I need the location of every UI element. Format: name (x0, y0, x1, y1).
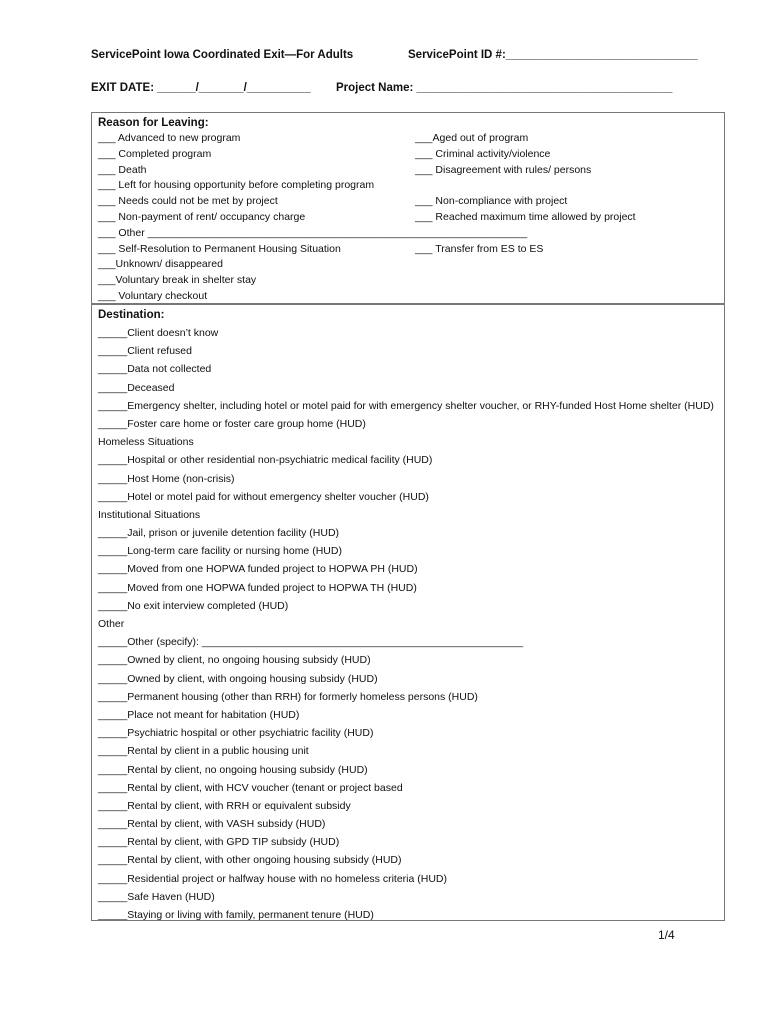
destination-option[interactable]: _____Moved from one HOPWA funded project to HOPWA TH (HUD) (98, 581, 417, 594)
reason-option[interactable]: ___Unknown/ disappeared (98, 258, 223, 271)
reason-option[interactable]: ___ Reached maximum time allowed by project (415, 210, 636, 223)
destination-option[interactable]: _____Rental by client, with other ongoing housing subsidy (HUD) (98, 854, 402, 867)
reason-option[interactable]: ___ Non-compliance with project (415, 195, 568, 208)
reason-option[interactable]: ___ Self-Resolution to Permanent Housing Situation (98, 242, 341, 255)
destination-option[interactable]: _____Emergency shelter, including hotel or motel paid for with emergency shelter voucher, or RHY-funded Host Home shelter (HUD) (98, 399, 714, 412)
reason-option[interactable]: ___ Advanced to new program (98, 132, 241, 144)
destination-title: Destination: (98, 309, 165, 321)
destination-option[interactable]: _____No exit interview completed (HUD) (98, 599, 289, 612)
destination-option[interactable]: _____Foster care home or foster care group home (HUD) (98, 417, 366, 430)
reason-option[interactable]: ___ Completed program (98, 147, 212, 160)
destination-option[interactable]: _____Staying or living with family, permanent tenure (HUD) (98, 909, 374, 921)
destination-option[interactable]: _____Client refused (98, 345, 192, 358)
destination-option: Other (98, 618, 125, 630)
destination-option[interactable]: _____Residential project or halfway house with no homeless criteria (HUD) (98, 872, 447, 885)
destination-option[interactable]: _____Rental by client, with VASH subsidy (HUD) (98, 818, 326, 831)
destination-option[interactable]: _____Rental by client in a public housing unit (98, 745, 309, 758)
destination-option[interactable]: _____Client doesn’t know (98, 327, 219, 339)
destination-option[interactable]: _____Deceased (98, 381, 175, 394)
form-title: ServicePoint Iowa Coordinated Exit—For Adults (91, 49, 354, 61)
destination-option: Institutional Situations (98, 508, 201, 521)
reason-option[interactable]: ___ Other _________________________________________________________________ (98, 226, 528, 239)
reason-option[interactable]: ___ Criminal activity/violence (415, 147, 551, 160)
servicepoint-id-field[interactable]: ServicePoint ID #:______________________________ (408, 49, 698, 61)
destination-section (91, 304, 725, 921)
reason-for-leaving-section (91, 112, 725, 304)
reason-option[interactable]: ___ Voluntary checkout (98, 289, 208, 302)
reason-option[interactable]: ___ Transfer from ES to ES (415, 242, 544, 255)
reason-option[interactable]: ___ Disagreement with rules/ persons (415, 163, 592, 176)
reason-option[interactable]: ___ Non-payment of rent/ occupancy charge (98, 210, 306, 223)
destination-option[interactable]: _____Other (specify): _______________________________________________________ (98, 636, 524, 649)
destination-option[interactable]: _____Data not collected (98, 363, 212, 376)
reason-option (409, 178, 636, 194)
destination-option[interactable]: _____Permanent housing (other than RRH) for formerly homeless persons (HUD) (98, 690, 478, 703)
destination-option[interactable]: _____Owned by client, no ongoing housing subsidy (HUD) (98, 654, 371, 667)
destination-option[interactable]: _____Host Home (non-crisis) (98, 472, 235, 485)
destination-option[interactable]: _____Rental by client, with RRH or equivalent subsidy (98, 799, 351, 812)
destination-option[interactable]: _____Jail, prison or juvenile detention facility (HUD) (98, 527, 340, 540)
reason-option[interactable]: ___ Needs could not be met by project (98, 195, 278, 208)
page-number: 1/4 (658, 928, 675, 942)
reason-option[interactable]: ___Voluntary break in shelter stay (98, 274, 257, 287)
reason-option[interactable]: ___ Death (98, 163, 147, 176)
destination-option[interactable]: _____Rental by client, with GPD TIP subsidy (HUD) (98, 836, 340, 849)
exit-date-field[interactable]: EXIT DATE: ______/_______/__________ (91, 82, 311, 94)
reason-right-column (409, 131, 636, 257)
destination-option[interactable]: _____Safe Haven (HUD) (98, 890, 215, 903)
destination-option[interactable]: _____Psychiatric hospital or other psychiatric facility (HUD) (98, 727, 374, 740)
destination-option[interactable]: _____Hotel or motel paid for without emergency shelter voucher (HUD) (98, 490, 429, 503)
destination-option[interactable]: _____Moved from one HOPWA funded project to HOPWA PH (HUD) (98, 563, 418, 576)
destination-option: Homeless Situations (98, 436, 194, 449)
destination-option[interactable]: _____Long-term care facility or nursing home (HUD) (98, 545, 342, 558)
destination-option[interactable]: _____Rental by client, with HCV voucher (tenant or project based (98, 781, 403, 794)
destination-option[interactable]: _____Hospital or other residential non-psychiatric medical facility (HUD) (98, 454, 433, 467)
destination-option[interactable]: _____Rental by client, no ongoing housing subsidy (HUD) (98, 763, 368, 776)
reason-title: Reason for Leaving: (98, 117, 209, 129)
reason-option[interactable]: ___ Left for housing opportunity before completing program (98, 179, 375, 192)
reason-option[interactable]: ___Aged out of program (415, 132, 529, 144)
destination-option[interactable]: _____Owned by client, with ongoing housing subsidy (HUD) (98, 672, 378, 685)
project-name-field[interactable]: Project Name: ________________________________________ (336, 82, 673, 94)
destination-list (92, 324, 724, 921)
destination-option[interactable]: _____Place not meant for habitation (HUD) (98, 708, 300, 721)
reason-option (409, 226, 636, 242)
